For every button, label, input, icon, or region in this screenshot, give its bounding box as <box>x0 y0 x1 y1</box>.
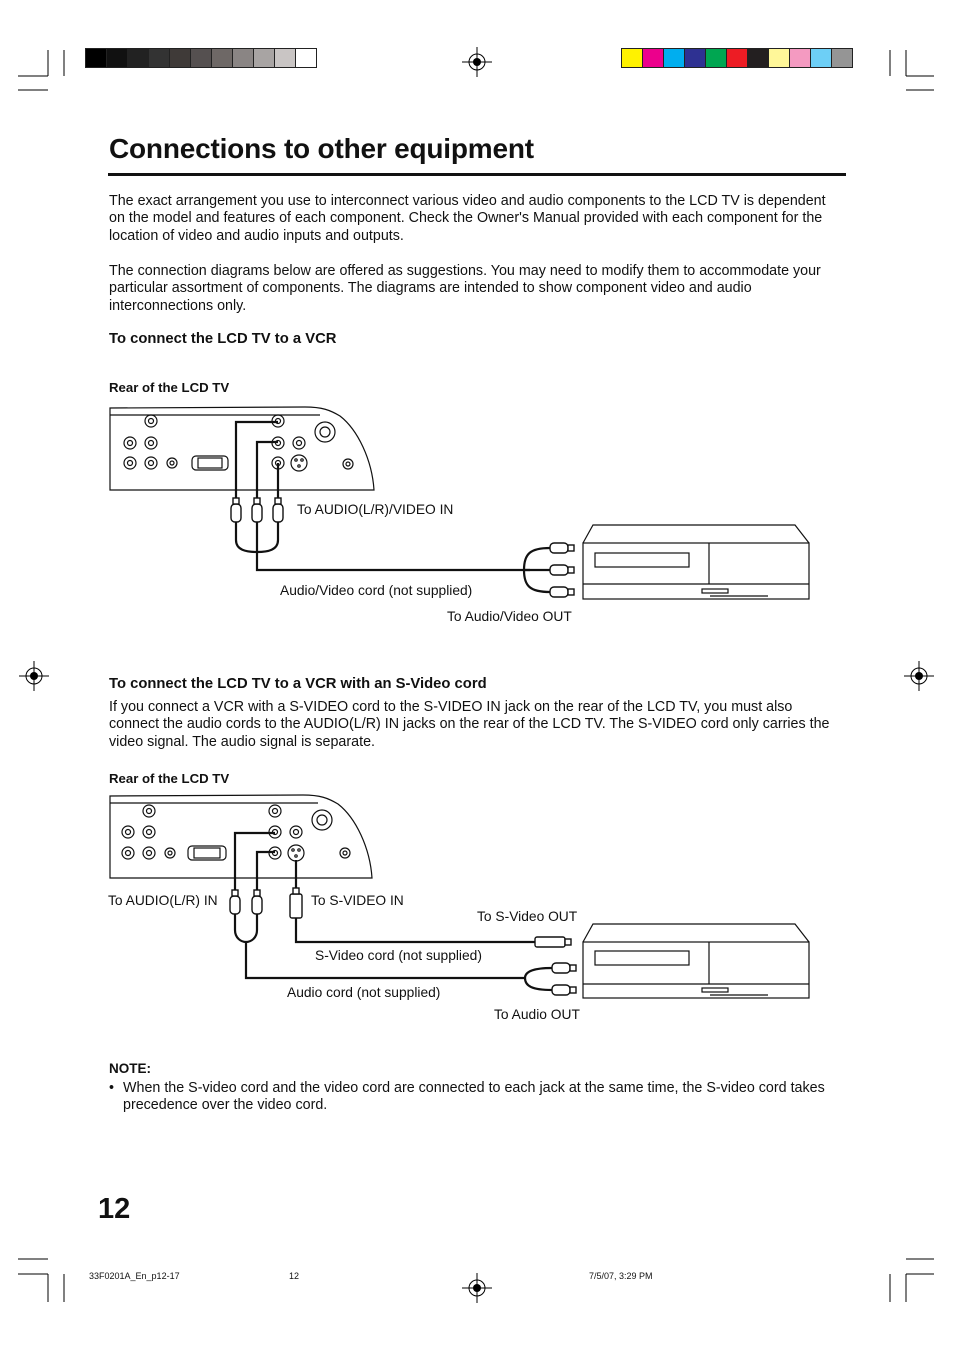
registration-target-icon <box>904 661 934 691</box>
label-audio-video-in: To AUDIO(L/R)/VIDEO IN <box>297 502 454 517</box>
title-rule <box>108 173 846 176</box>
svideo-paragraph: If you connect a VCR with a S-VIDEO cord to the S-VIDEO IN jack on the rear of the LCD TV, you must also connect the audio cords to the AUDIO(L/R) IN jacks on the rear of the LCD TV. The S-VIDEO cord only carries the video signal. The audio signal is separate. <box>109 699 830 750</box>
tv-rear-panel <box>110 795 372 878</box>
intro-paragraph-1: The exact arrangement you use to interconnect various video and audio components to the LCD TV is dependent on the model and features of each component. Check the Owner's Manual provided with each component for the location of video and audio inputs and outputs. <box>109 193 826 244</box>
note-text: When the S-video cord and the video cord are connected to each jack at the same time, the S-video cord takes precedence over the video cord. <box>123 1080 825 1114</box>
label-audio-in: To AUDIO(L/R) IN <box>108 893 218 908</box>
section-heading-vcr: To connect the LCD TV to a VCR <box>109 331 337 347</box>
label-svideo-out: To S-Video OUT <box>477 909 578 924</box>
footer-file: 33F0201A_En_p12-17 <box>89 1271 180 1281</box>
vcr-unit <box>583 525 809 599</box>
registration-target-icon <box>462 47 492 77</box>
vcr-unit <box>583 924 809 998</box>
rear-label-2: Rear of the LCD TV <box>109 771 230 786</box>
rear-label-1: Rear of the LCD TV <box>109 380 230 395</box>
label-av-cord: Audio/Video cord (not supplied) <box>280 583 473 598</box>
label-audio-out: To Audio OUT <box>494 1007 580 1022</box>
bullet-marker: • <box>109 1080 115 1096</box>
footer-page: 12 <box>289 1271 300 1281</box>
label-svideo-in: To S-VIDEO IN <box>311 893 404 908</box>
page-number: 12 <box>98 1193 131 1225</box>
registration-target-icon <box>462 1273 492 1303</box>
intro-paragraph-2: The connection diagrams below are offered as suggestions. You may need to modify them to accommodate your particular assortment of components. The diagrams are intended to show component video and audio interconnections only. <box>109 263 821 314</box>
footer-date: 7/5/07, 3:29 PM <box>589 1271 653 1281</box>
note-bullet <box>109 1080 829 1115</box>
label-av-out: To Audio/Video OUT <box>447 609 572 624</box>
note-heading: NOTE: <box>109 1061 151 1076</box>
registration-target-icon <box>19 661 49 691</box>
label-svideo-cord: S-Video cord (not supplied) <box>315 948 482 963</box>
label-audio-cord: Audio cord (not supplied) <box>287 985 441 1000</box>
section-heading-svideo: To connect the LCD TV to a VCR with an S-Video cord <box>109 676 487 692</box>
page-title: Connections to other equipment <box>109 133 534 164</box>
